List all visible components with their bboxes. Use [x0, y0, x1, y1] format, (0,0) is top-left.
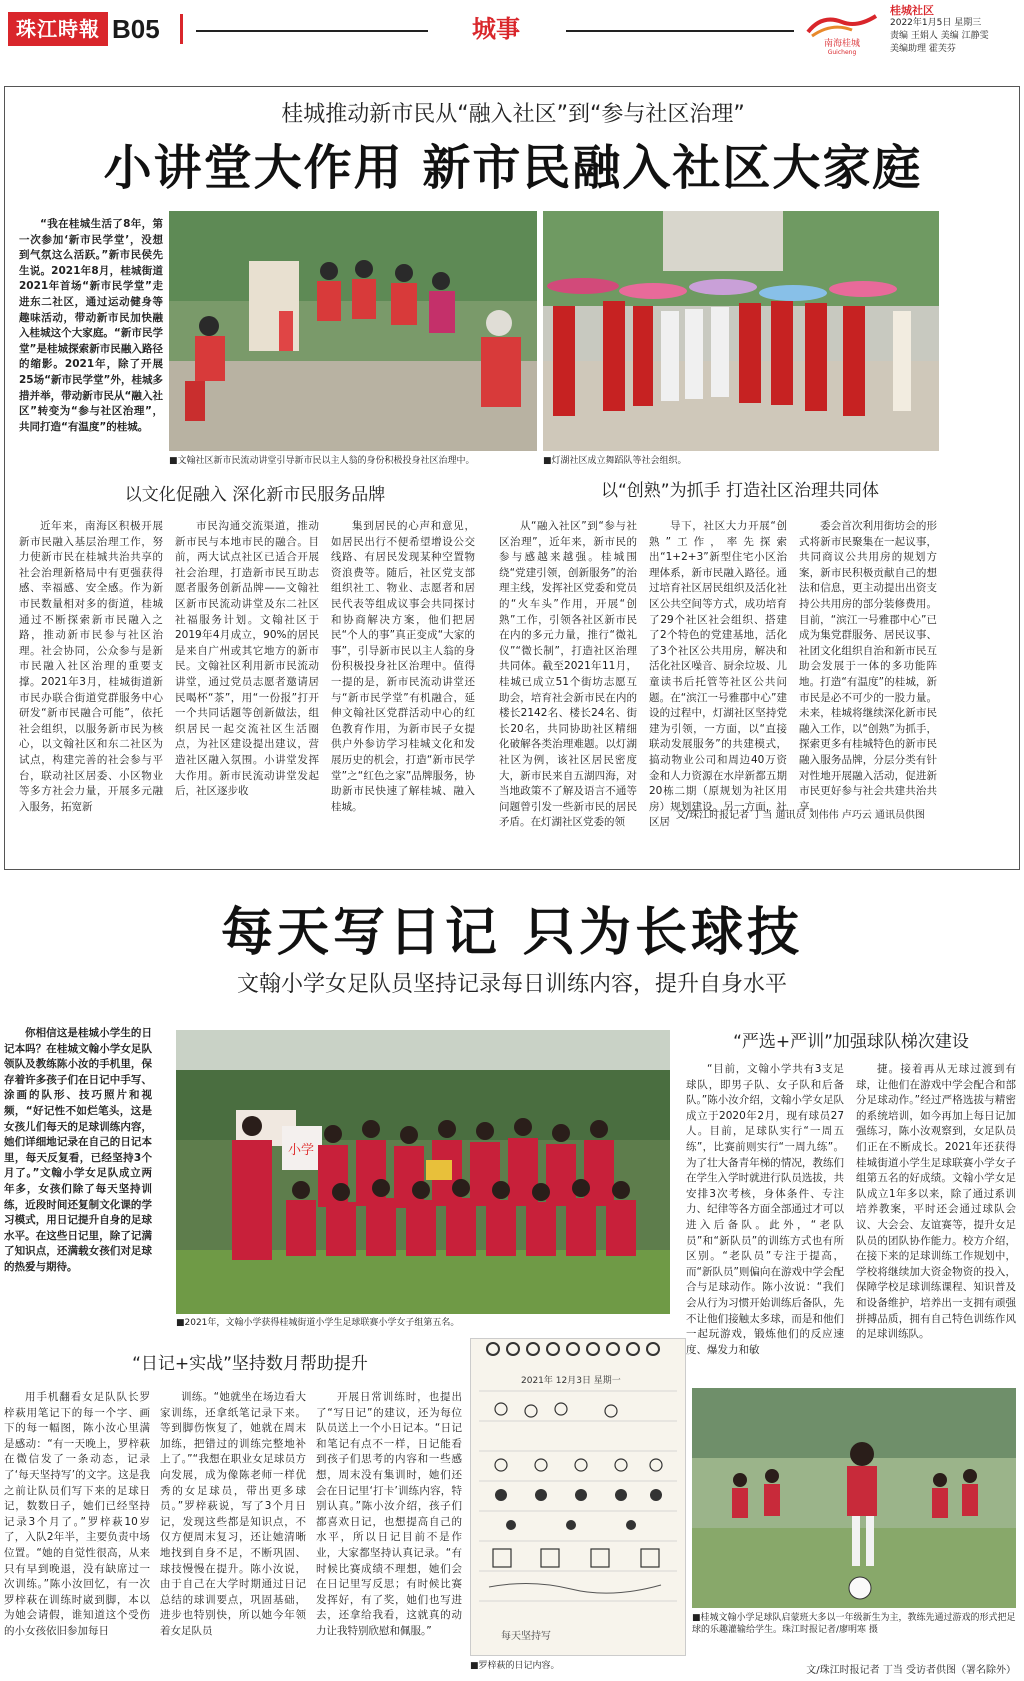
- photo-football-team-image: [176, 1030, 670, 1314]
- article1-column-4: [499, 519, 637, 829]
- masthead-rule-right: [566, 30, 794, 32]
- article2-credit: 文/珠江时报记者 丁当 受访者供图（署名除外）: [806, 1665, 1016, 1676]
- article1-column-4-text: 从“融入社区”到“参与社区治理”，近年来，新市民的参与感越来越强。桂城围绕“党建引领，创新服务”的治理主线，发挥社区党委和党员的“火车头”作用，开展“创熟”工作，引领各社区新市民在内的多元力量，推行“微礼仪”“微长制”，打造社区治理共同体。截至2021年11月，桂城已成立51个街坊志愿互助会，培育社会新市民在内的楼长2142名、楼长24名、街长20名，共同协助社区精细化破解各类治理难题。以灯湖社区为例，该社区居民密度大，新市民来自五湖四海，对当地政策不了解及语言不通等问题曾引发一些新市民的居民矛盾。在灯湖社区党委的领: [499, 520, 637, 829]
- article2-column-e: [856, 1062, 1016, 1380]
- article2-subhead-left: “日记+实战”坚持数月帮助提升: [132, 1354, 368, 1374]
- article1-kicker: 桂城推动新市民从“融入社区”到“参与社区治理”: [281, 102, 745, 127]
- article1-subhead-right: 以“创熟”为抓手 打造社区治理共同体: [600, 481, 880, 501]
- article1-column-3-text: 集到居民的心声和意见，如居民出行不便希望增设公交线路、有居民发现某种空置物资浪费等。随后，社区党支部组织社工、物业、志愿者和居民代表等组成议事会共同探讨和协商解决方案，他们把居民“个人的事”真正变成“大家的事”，引导新市民以主人翁的身份积极投身社区治理中。值得一提的是，新市民流动讲堂还与“新市民学堂”有机融合，延伸文翰社区党群活动中心的红色教育作用，为新市民子女提供户外参访学习桂城文化和发展历史的机会，打造“新市民学堂”之“红色之家”品牌服务，协助新市民快速了解桂城、融入桂城。: [331, 520, 475, 813]
- brand-swoosh-icon: [802, 12, 882, 38]
- diary-date: 2021年 12月3日 星期一: [521, 1376, 621, 1386]
- article2-lead: [4, 1026, 152, 1302]
- article2-column-a: [4, 1390, 150, 1664]
- article-community-lecture: [4, 86, 1020, 870]
- article2-column-d-text: “目前，文翰小学共有3支足球队，即男子队、女子队和后备队。”陈小汝介绍，文翰小学女足队成立于2020年2月，现有球员27人。目前，足球队实行“一周五练”，比赛前则实行“一周九练”。为了壮大备青年梯的情况，教练们在学生入学时就进行队员选拔，共安排3次考核，身体条件、专注力、纪律等各方面全部通过才可以进入后备队。此外，“老队员”和“新队员”的训练方式也有所区别。“老队员”专注于提高，而“新队员”则偏向在游戏中学会配合与足球动作。陈小汝说：“我们会从行为习惯开始训练后备队，先不让他们接触太多球，而是和他们一起玩游戏，锻炼他们的反应速度、爆发力和敏: [686, 1063, 844, 1356]
- photo-lecture-image: [169, 211, 537, 451]
- photo-diary-caption: ■罗梓萩的日记内容。: [470, 1661, 560, 1671]
- article2-column-e-text: 捷。接着再从无球过渡到有球，让他们在游戏中学会配合和部分足球动作。”经过严格选拔与精密的系统培训，如今再加上每日记加强练习，陈小汝观察到，女足队员们正在不断成长。2021年还获得桂城街道小学生足球联赛小学女子组第五名的好成绩。文翰小学女足队成立1年多以来，除了通过系训培养教案，平时还会通过球队会议、大会会、友谊赛等，提升女足队员的团队协作能力。校方介绍，在接下来的足球训练工作规划中，学校将继续加大资金物资的投入，保障学校足球训练课程、知识普及和设备维护，培养出一支拥有顽强拼搏品质，拥有自己特色训练作风的足球训练队。: [856, 1063, 1016, 1341]
- issue-info: [890, 4, 989, 56]
- article1-column-5-text: 导下，社区大力开展“创熟”工作，率先探索出“1+2+3”新型住宅小区治理体系，新市民融入路径。通过培育社区居民组织及活化社区公共空间等方式，成功培育了29个社区社会组织、搭建了2个特色的党建基地，活化了3个社区公共用房，解决和活化社区噪音、厨余垃圾、儿童读书后托管等社区公共问题。在“滨江一号雅郡中心”建设的过程中，灯湖社区坚持党建为引领，一方面，以“直接联动发展服务”的共建模式，搞动物业公司和周边40万资金和人力资源在水岸新都五期20栋二期（原规划为社区用房）规划建设。另一方面，社区居: [649, 520, 787, 829]
- article1-column-5: [649, 519, 787, 829]
- article1-lead: [19, 217, 163, 479]
- article2-deck: 文翰小学女足队员坚持记录每日训练内容，提升自身水平: [236, 972, 787, 997]
- photo-football-team: [176, 1030, 670, 1314]
- assistant-credit: 美编助理 霍芙芬: [890, 44, 956, 54]
- article1-column-2-text: 市民沟通交流渠道，推动新市民与本地市民的融合。目前，两大试点社区已适合开展社会治理，打造新市民互助志愿者服务创新品牌——文翰社区新市民流动讲堂及东二社区社福服务计划。文翰社区于2019年4月成立，90%的居民是来自广州或其它地方的新市民。文翰社区利用新市民流动讲堂，通过党员志愿者邀请居民喝杯“茶”，用“一份报”打开一个共同话题等创新做法，组织居民一起交流社区生活圈点，为社区建设提出建议，营造社区融入氛围。小讲堂发挥大作用。新市民流动讲堂发起后，社区逐步收: [175, 520, 319, 798]
- photo-dance-team-caption: ■灯湖社区成立舞蹈队等社会组织。: [543, 456, 687, 466]
- article2-column-d: [686, 1062, 844, 1380]
- article1-column-6: [799, 519, 937, 813]
- paper-logo: 珠江時報: [8, 12, 108, 46]
- brand-name-en: Guicheng: [827, 49, 857, 56]
- photo-diary-image: [471, 1339, 685, 1655]
- photo-dance-team: [543, 211, 939, 451]
- column-name: 桂城社区: [890, 4, 934, 17]
- article1-lead-text: “我在桂城生活了8年，第一次参加‘新市民学堂’，没想到气氛这么活跃。”新市民侯先生说。2021年8月，桂城街道2021年首场“新市民学堂”走进东二社区，通过运动健身等趣味活动，带动新市民加快融入桂城这个大家庭。“新市民学堂”是桂城探索新市民融入路径的缩影。2021年，除了开展25场“新市民学堂”外，桂城多措并举，带动新市民从“融入社区”转变为“参与社区治理”，共同打造“有温度”的桂城。: [19, 218, 163, 433]
- masthead-rule-left: [196, 30, 428, 32]
- issue-date: 2022年1月5日 星期三: [890, 18, 982, 28]
- photo-diary: [470, 1338, 686, 1656]
- article2-column-a-text: 用手机翻看女足队队长罗梓萩用笔记下的每一个字、画下的每一幅图，陈小汝心里满是感动：“有一天晚上，罗梓萩在微信发了一条动态，记录了‘每天坚持写’的文字。这是我之前让队员们写下来的足球日记，数数日子，她们已经坚持记录3个月了。”罗梓萩10岁了，入队2年半，主要负责中场位置。“她的自觉性很高，从来只有早到晚退，没有缺席过一次训练。”陈小汝回忆，有一次罗梓萩在训练时崴到脚，本以为她会请假，谁知道这个受伤的小女孩依旧参加每日: [4, 1391, 150, 1637]
- photo-field-training-caption: ■桂城文翰小学足球队启蒙班大多以一年级新生为主，教练先通过游戏的形式把足球的乐趣灌输给学生。珠江时报记者/廖明寒 摄: [692, 1613, 1016, 1635]
- masthead: [0, 0, 1024, 56]
- article2-column-c-text: 开展日常训练时，也提出了“写日记”的建议，还为每位队员送上一个小日记本。“日记和笔记有点不一样，日记能看到孩子们思考的内容和一些感想，周末没有集训时，她们还会在日记里‘打卡’训练内容，特别认真。”陈小汝介绍，孩子们都喜欢日记，也想提高自己的水平，所以日记目前不是作业，大家都坚持认真记录。“有时候比赛成绩不理想，她们会在日记里写反思；有时候比赛发挥好，有了奖，她们也写进去，还拿给我看，这就真的动力让我特别欣慰和佩服。”: [316, 1391, 462, 1637]
- masthead-divider: [180, 14, 183, 44]
- article1-headline: 小讲堂大作用 新市民融入社区大家庭: [103, 140, 923, 196]
- photo-field-training: [692, 1388, 1016, 1608]
- article2-column-b-text: 训练。“她就坐在场边看大家训练，还拿纸笔记录下来。等到脚伤恢复了，她就在周末加练，把错过的训练完整地补上了。”“我想在职业女足球员方向发展，成为像陈老师一样优秀的女足球员，带出更多球员。”罗梓萩说，写了3个月日记，发现这些都是知识点，不仅方便周末复习，还让她清晰地找到自身不足，不断巩固、球技慢慢在提升。陈小汝说，由于自己在大学时期通过日记总结的球训要点，巩固基础，进步也特别快，所以她今年领着女足队员: [160, 1391, 306, 1637]
- article1-column-6-text: 委会首次利用街坊会的形式将新市民聚集在一起议事，共同商议公共用房的规划方案，新市民积极贡献自己的想法和信息，更主动提出出资支持公共用房的部分装修费用。目前，“滨江一号雅郡中心”已成为集党群服务、居民议事、社团文化组织自治和新市民互助会发展于一体的多功能阵地。打造“有温度”的桂城，新市民是必不可少的一股力量。未来，桂城将继续深化新市民融入工作，以“创熟”为抓手，探索更多有桂城特色的新市民融入服务品牌，分层分类有针对性地开展融入活动，促进新市民更好参与社会共建共治共享。: [799, 520, 937, 813]
- article2-lead-text: 你相信这是桂城小学生的日记本吗？在桂城文翰小学女足队领队及教练陈小汝的手机里，保存着许多孩子们在日记中手写、涂画的队形、技巧照片和视频，“好记性不如烂笔头，这是女孩儿们每天的足球训练内容，她们详细地记录在自己的日记本里，每天反复看，已经坚持3个月了。”文翰小学女足队成立两年多，女孩们除了每天坚持训练，近段时间还复制文化课的学习模式，用日记提升自身的足球水平。在这些日记里，除了记满了知识点，还满载女孩们对足球的热爱与期待。: [4, 1027, 152, 1273]
- diary-note: 每天坚持写: [501, 1631, 551, 1642]
- article1-column-2: [175, 519, 319, 809]
- article1-credit: 文/珠江时报记者 丁当 通讯员 刘伟伟 卢巧云 通讯员供图: [675, 810, 925, 821]
- brand-name-text: 南海桂城: [823, 39, 860, 49]
- article1-column-1: [19, 519, 163, 813]
- article2-column-c: [316, 1390, 462, 1664]
- article2-headline: 每天写日记 只为长球技: [220, 903, 804, 963]
- photo-dance-team-image: [543, 211, 939, 451]
- article1-column-1-text: 近年来，南海区积极开展新市民融入基层治理工作，努力使新市民在桂城共治共享的社会治理新格局中有更强获得感、幸福感、安全感。作为新市民数量相对多的街道，桂城通过不断探索新市民融入之路，推动新市民参与社区治理。社会协同，公众参与是新市民融入社区治理的重要支撑。2021年3月，桂城街道新市民办联合街道党群服务中心研发“新市民融合可能”，依托社会组织，以服务新市民为核心，以文翰社区和东二社区为试点，构建完善的社会参与平台，联动社区居委、小区物业等多方社会力量，开展多元融入服务，拓宽新: [19, 520, 163, 813]
- photo-football-team-caption: ■2021年，文翰小学获得桂城街道小学生足球联赛小学女子组第五名。: [176, 1318, 460, 1328]
- brand-name: [802, 36, 882, 56]
- page-number: B05: [112, 14, 160, 44]
- article2-column-b: [160, 1390, 306, 1664]
- brand-logo: [802, 12, 882, 56]
- article1-column-3: [331, 519, 475, 813]
- article2-subhead-right: “严选+严训”加强球队梯次建设: [733, 1032, 969, 1052]
- section-title: 城事: [472, 15, 520, 43]
- article1-subhead-left: 以文化促融入 深化新市民服务品牌: [124, 485, 386, 505]
- photo-lecture-caption: ■文翰社区新市民流动讲堂引导新市民以主人翁的身份积极投身社区治理中。: [169, 456, 475, 466]
- editor-credit: 责编 王娟人 美编 江静雯: [890, 31, 989, 41]
- banner-label: 小学: [288, 1143, 315, 1158]
- photo-field-training-image: [692, 1388, 1016, 1608]
- photo-lecture: [169, 211, 537, 451]
